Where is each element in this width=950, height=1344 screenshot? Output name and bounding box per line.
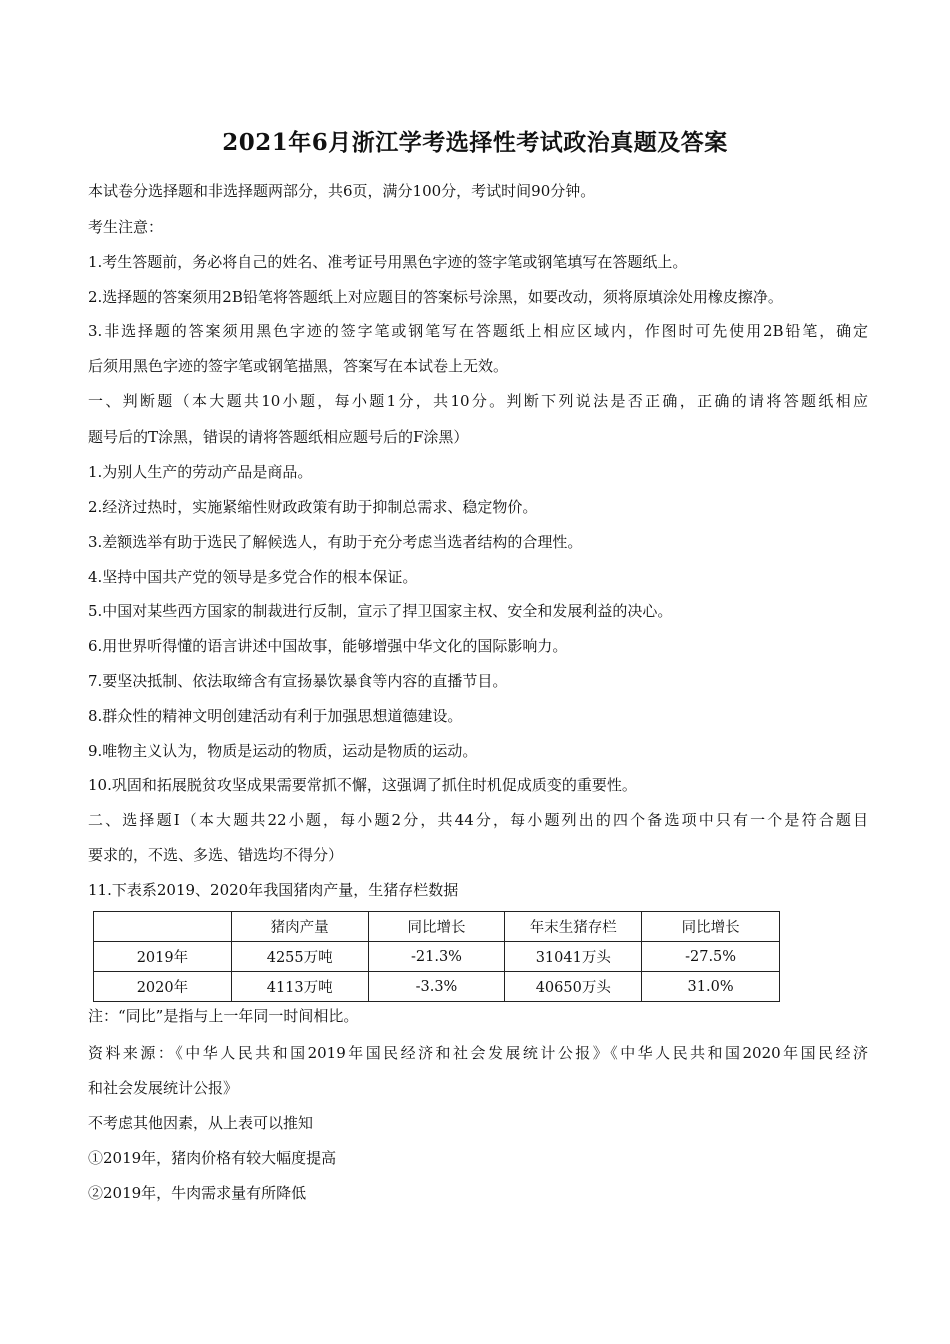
notice-item: 1.考生答题前，务必将自己的姓名、准考证号用黑色字迹的签字笔或钢笔填写在答题纸上。	[88, 253, 688, 271]
table-cell: 4255万吨	[231, 942, 368, 972]
judgment-item: 10.巩固和拓展脱贫攻坚成果需要常抓不懈，这强调了抓住时机促成质变的重要性。	[88, 776, 637, 794]
judgment-item: 5.中国对某些西方国家的制裁进行反制，宣示了捍卫国家主权、安全和发展利益的决心。	[88, 602, 673, 620]
judgment-item: 4.坚持中国共产党的领导是多党合作的根本保证。	[88, 568, 418, 586]
inference-prompt: 不考虑其他因素，从上表可以推知	[88, 1114, 314, 1132]
table-row	[94, 972, 780, 1002]
page-title: 2021年6月浙江学考选择性考试政治真题及答案	[222, 129, 728, 156]
table-cell: -3.3%	[368, 972, 505, 1002]
notice-item-continued: 后须用黑色字迹的签字笔或钢笔描黑，答案写在本试卷上无效。	[88, 357, 509, 375]
source-text: 资料来源：《中华人民共和国2019年国民经济和社会发展统计公报》《中华人民共和国2020年国民经济	[88, 1044, 868, 1062]
judgment-item: 9.唯物主义认为，物质是运动的物质，运动是物质的运动。	[88, 742, 478, 760]
judgment-item: 1.为别人生产的劳动产品是商品。	[88, 463, 313, 481]
table-cell: 31041万头	[505, 942, 642, 972]
option-item: ②2019年，牛肉需求量有所降低	[88, 1184, 307, 1202]
notice-heading: 考生注意：	[88, 218, 164, 236]
table-cell: 2019年	[94, 942, 232, 972]
notice-item: 3.非选择题的答案须用黑色字迹的签字笔或钢笔写在答题纸上相应区域内，作图时可先使用2B铅笔，确定	[88, 322, 868, 340]
table-header-cell: 同比增长	[368, 912, 505, 942]
table-cell: 4113万吨	[231, 972, 368, 1002]
table-header-cell	[94, 912, 232, 942]
table-note: 注：“同比”是指与上一年同一时间相比。	[88, 1007, 359, 1025]
section2-heading-continued: 要求的，不选、多选、错选均不得分）	[88, 846, 344, 864]
table-header-cell: 同比增长	[642, 912, 780, 942]
table-header-cell: 猪肉产量	[231, 912, 368, 942]
table-cell: 40650万头	[505, 972, 642, 1002]
question-11-stem: 11.下表系2019、2020年我国猪肉产量，生猪存栏数据	[88, 881, 459, 899]
judgment-item: 3.差额选举有助于选民了解候选人，有助于充分考虑当选者结构的合理性。	[88, 533, 583, 551]
table-cell: -27.5%	[642, 942, 780, 972]
table-cell: 2020年	[94, 972, 232, 1002]
source-text-continued: 和社会发展统计公报》	[88, 1079, 239, 1097]
judgment-item: 7.要坚决抵制、依法取缔含有宣扬暴饮暴食等内容的直播节目。	[88, 672, 508, 690]
intro-text: 本试卷分选择题和非选择题两部分，共6页，满分100分，考试时间90分钟。	[88, 182, 596, 200]
section2-heading: 二、选择题Ⅰ（本大题共22小题，每小题2分，共44分，每小题列出的四个备选项中只有一个是符合题目	[88, 811, 868, 829]
judgment-item: 8.群众性的精神文明创建活动有利于加强思想道德建设。	[88, 707, 463, 725]
section1-heading: 一、判断题（本大题共10小题，每小题1分，共10分。判断下列说法是否正确，正确的请将答题纸相应	[88, 392, 868, 410]
table-row	[94, 942, 780, 972]
table-header-cell: 年末生猪存栏	[505, 912, 642, 942]
table-cell: -21.3%	[368, 942, 505, 972]
table-cell: 31.0%	[642, 972, 780, 1002]
table-header-row	[94, 912, 780, 942]
pork-data-table	[93, 911, 780, 1002]
judgment-item: 2.经济过热时，实施紧缩性财政政策有助于抑制总需求、稳定物价。	[88, 498, 538, 516]
notice-item: 2.选择题的答案须用2B铅笔将答题纸上对应题目的答案标号涂黑，如要改动，须将原填涂处用橡皮擦净。	[88, 288, 783, 306]
section1-heading-continued: 题号后的T涂黑，错误的请将答题纸相应题号后的F涂黑）	[88, 428, 469, 446]
judgment-item: 6.用世界听得懂的语言讲述中国故事，能够增强中华文化的国际影响力。	[88, 637, 568, 655]
option-item: ①2019年，猪肉价格有较大幅度提高	[88, 1149, 337, 1167]
